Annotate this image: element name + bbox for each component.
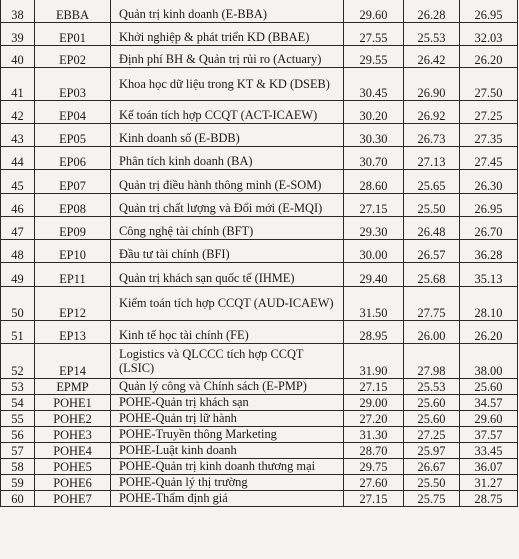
program-code-cell: EBBA	[35, 0, 111, 23]
table-row	[1, 395, 518, 411]
table-row	[1, 194, 518, 217]
score-cell-2: 26.57	[404, 240, 460, 263]
row-number-cell: 59	[1, 475, 35, 491]
score-cell-1: 27.15	[344, 379, 404, 395]
program-name-cell: POHE-Quản trị kinh doanh thương mại	[111, 459, 344, 475]
score-cell-2: 26.28	[404, 0, 460, 23]
row-number-cell: 45	[1, 170, 35, 194]
score-cell-2: 26.92	[404, 101, 460, 124]
row-number-cell: 44	[1, 147, 35, 170]
score-cell-1: 29.30	[344, 217, 404, 240]
score-cell-1: 27.20	[344, 411, 404, 427]
table-row	[1, 427, 518, 443]
program-code-cell: EP12	[35, 287, 111, 321]
score-cell-1: 29.55	[344, 46, 404, 68]
score-cell-2: 27.13	[404, 147, 460, 170]
table-row	[1, 68, 518, 101]
row-number-cell: 51	[1, 321, 35, 344]
score-cell-3: 36.28	[460, 240, 518, 263]
score-cell-2: 25.60	[404, 411, 460, 427]
row-number-cell: 57	[1, 443, 35, 459]
program-code-cell: POHE1	[35, 395, 111, 411]
row-number-cell: 38	[1, 0, 35, 23]
score-cell-3: 33.45	[460, 443, 518, 459]
score-cell-2: 25.60	[404, 395, 460, 411]
program-name-cell: POHE-Quản lý thị trường	[111, 475, 344, 491]
score-cell-2: 27.25	[404, 427, 460, 443]
score-cell-1: 27.15	[344, 194, 404, 217]
score-cell-2: 25.53	[404, 379, 460, 395]
score-cell-1: 30.30	[344, 124, 404, 147]
table-row	[1, 240, 518, 263]
program-name-cell: Phân tích kinh doanh (BA)	[111, 147, 344, 170]
program-code-cell: EP03	[35, 68, 111, 101]
program-code-cell: POHE7	[35, 491, 111, 507]
score-cell-3: 27.35	[460, 124, 518, 147]
score-cell-3: 26.20	[460, 46, 518, 68]
score-cell-1: 27.55	[344, 23, 404, 46]
row-number-cell: 53	[1, 379, 35, 395]
score-cell-1: 29.00	[344, 395, 404, 411]
program-name-cell: POHE-Truyền thông Marketing	[111, 427, 344, 443]
program-name-cell: Quản trị chất lượng và Đổi mới (E-MQI)	[111, 194, 344, 217]
table-row	[1, 443, 518, 459]
score-cell-1: 28.60	[344, 170, 404, 194]
score-cell-3: 26.95	[460, 0, 518, 23]
table-row	[1, 217, 518, 240]
score-cell-2: 26.48	[404, 217, 460, 240]
row-number-cell: 39	[1, 23, 35, 46]
program-name-cell: POHE-Quản trị lữ hành	[111, 411, 344, 427]
table-row	[1, 287, 518, 321]
score-cell-2: 26.00	[404, 321, 460, 344]
row-number-cell: 50	[1, 287, 35, 321]
program-name-cell: POHE-Luật kinh doanh	[111, 443, 344, 459]
score-cell-2: 26.67	[404, 459, 460, 475]
program-code-cell: POHE5	[35, 459, 111, 475]
table-row	[1, 46, 518, 68]
program-code-cell: EP13	[35, 321, 111, 344]
score-cell-1: 28.70	[344, 443, 404, 459]
row-number-cell: 40	[1, 46, 35, 68]
table-row	[1, 379, 518, 395]
score-cell-2: 26.42	[404, 46, 460, 68]
program-code-cell: EP10	[35, 240, 111, 263]
program-code-cell: POHE4	[35, 443, 111, 459]
row-number-cell: 60	[1, 491, 35, 507]
table-row	[1, 23, 518, 46]
program-name-cell: POHE-Thẩm định giá	[111, 491, 344, 507]
score-cell-2: 25.50	[404, 194, 460, 217]
score-cell-2: 25.53	[404, 23, 460, 46]
score-cell-2: 27.75	[404, 287, 460, 321]
program-code-cell: EP14	[35, 344, 111, 379]
score-cell-2: 27.98	[404, 344, 460, 379]
row-number-cell: 41	[1, 68, 35, 101]
program-name-cell: Kinh doanh số (E-BDB)	[111, 124, 344, 147]
score-cell-1: 30.20	[344, 101, 404, 124]
score-cell-1: 29.40	[344, 263, 404, 287]
score-cell-1: 29.60	[344, 0, 404, 23]
program-code-cell: POHE6	[35, 475, 111, 491]
program-name-cell: Định phí BH & Quản trị rủi ro (Actuary)	[111, 46, 344, 68]
row-number-cell: 58	[1, 459, 35, 475]
score-cell-1: 30.00	[344, 240, 404, 263]
score-cell-3: 31.27	[460, 475, 518, 491]
program-name-cell: Công nghệ tài chính (BFT)	[111, 217, 344, 240]
score-cell-2: 25.68	[404, 263, 460, 287]
score-cell-3: 38.00	[460, 344, 518, 379]
score-cell-1: 31.90	[344, 344, 404, 379]
score-cell-3: 26.20	[460, 321, 518, 344]
row-number-cell: 54	[1, 395, 35, 411]
table-row	[1, 475, 518, 491]
score-cell-3: 26.70	[460, 217, 518, 240]
score-cell-2: 26.90	[404, 68, 460, 101]
score-cell-1: 29.75	[344, 459, 404, 475]
score-cell-3: 36.07	[460, 459, 518, 475]
score-cell-3: 32.03	[460, 23, 518, 46]
score-cell-3: 27.45	[460, 147, 518, 170]
score-cell-1: 30.45	[344, 68, 404, 101]
program-name-cell: Đầu tư tài chính (BFI)	[111, 240, 344, 263]
score-cell-1: 27.60	[344, 475, 404, 491]
row-number-cell: 47	[1, 217, 35, 240]
row-number-cell: 55	[1, 411, 35, 427]
program-code-cell: EP07	[35, 170, 111, 194]
program-code-cell: EP04	[35, 101, 111, 124]
table-row	[1, 263, 518, 287]
score-cell-2: 25.75	[404, 491, 460, 507]
score-cell-2: 25.50	[404, 475, 460, 491]
program-name-cell: Logistics và QLCCC tích hợp CCQT (LSIC)	[111, 344, 344, 379]
row-number-cell: 56	[1, 427, 35, 443]
score-cell-2: 25.97	[404, 443, 460, 459]
score-cell-1: 27.15	[344, 491, 404, 507]
program-name-cell: Khoa học dữ liệu trong KT & KD (DSEB)	[111, 68, 344, 101]
table-row	[1, 147, 518, 170]
table-row	[1, 321, 518, 344]
score-cell-3: 26.95	[460, 194, 518, 217]
row-number-cell: 42	[1, 101, 35, 124]
program-name-cell: Quản trị khách sạn quốc tế (IHME)	[111, 263, 344, 287]
score-cell-3: 25.60	[460, 379, 518, 395]
score-cell-3: 27.50	[460, 68, 518, 101]
program-name-cell: POHE-Quản trị khách sạn	[111, 395, 344, 411]
score-cell-2: 26.73	[404, 124, 460, 147]
program-name-cell: Quản trị điều hành thông minh (E-SOM)	[111, 170, 344, 194]
program-code-cell: EP11	[35, 263, 111, 287]
score-cell-3: 29.60	[460, 411, 518, 427]
score-cell-3: 27.25	[460, 101, 518, 124]
score-cell-3: 28.75	[460, 491, 518, 507]
table-row	[1, 0, 518, 23]
program-name-cell: Kiểm toán tích hợp CCQT (AUD-ICAEW)	[111, 287, 344, 321]
program-code-cell: POHE3	[35, 427, 111, 443]
program-code-cell: EP02	[35, 46, 111, 68]
program-name-cell: Kế toán tích hợp CCQT (ACT-ICAEW)	[111, 101, 344, 124]
score-cell-3: 34.57	[460, 395, 518, 411]
program-name-cell: Quản trị kinh doanh (E-BBA)	[111, 0, 344, 23]
score-cell-1: 28.95	[344, 321, 404, 344]
program-code-cell: EPMP	[35, 379, 111, 395]
table-row	[1, 344, 518, 379]
row-number-cell: 52	[1, 344, 35, 379]
program-name-cell: Khởi nghiệp & phát triển KD (BBAE)	[111, 23, 344, 46]
score-cell-1: 30.70	[344, 147, 404, 170]
row-number-cell: 46	[1, 194, 35, 217]
score-cell-1: 31.30	[344, 427, 404, 443]
program-code-cell: EP08	[35, 194, 111, 217]
score-cell-3: 37.57	[460, 427, 518, 443]
score-cell-3: 35.13	[460, 263, 518, 287]
table-row	[1, 411, 518, 427]
score-cell-2: 25.65	[404, 170, 460, 194]
table-row	[1, 124, 518, 147]
table-row	[1, 101, 518, 124]
program-code-cell: EP06	[35, 147, 111, 170]
table-body	[1, 0, 518, 507]
score-cell-3: 28.10	[460, 287, 518, 321]
score-cell-1: 31.50	[344, 287, 404, 321]
table-row	[1, 491, 518, 507]
program-name-cell: Quản lý công và Chính sách (E-PMP)	[111, 379, 344, 395]
program-code-cell: EP01	[35, 23, 111, 46]
program-code-cell: EP09	[35, 217, 111, 240]
row-number-cell: 43	[1, 124, 35, 147]
score-cell-3: 26.30	[460, 170, 518, 194]
row-number-cell: 48	[1, 240, 35, 263]
row-number-cell: 49	[1, 263, 35, 287]
program-name-cell: Kinh tế học tài chính (FE)	[111, 321, 344, 344]
program-code-cell: POHE2	[35, 411, 111, 427]
table-row	[1, 459, 518, 475]
table-row	[1, 170, 518, 194]
program-code-cell: EP05	[35, 124, 111, 147]
